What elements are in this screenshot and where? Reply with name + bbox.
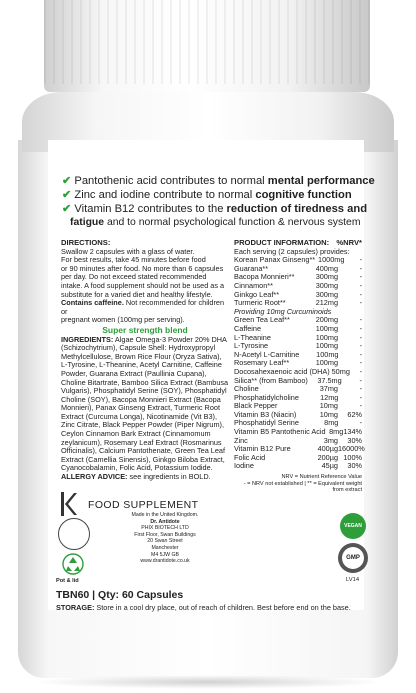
bottle-cap [44,0,370,92]
nutrition-table [234,238,365,471]
pot-lid-label: Pot & lid [56,578,79,584]
nutrition-row: Rosemary Leaf** 100mg - [234,358,362,368]
directions-line: For best results, take 45 minutes before food [61,255,206,265]
curcuminoids-note: Providing 10mg Curcuminoids [234,306,332,316]
claim-line: ✔ Vitamin B12 contributes to the reduction of tiredness and [62,203,368,215]
nrv-footnote: NRV = Nutrient Reference Value - = NRV not established | ** = Equivalent weight from extract [243,474,362,493]
nutrition-row: Guarana** 400mg - [234,263,362,273]
company-address: Made in the United Kingdom. Dr. Antidote PHIX BIOTECH LTD First Floor, Swan Buildings 20 Swan Street Manchester M4 5JW GB www.drantidote.co.uk [131,512,199,565]
nutrition-row: Bacopa Monnieri** 300mg - [234,272,362,282]
caffeine-warning: Contains caffeine. Not recommended for children or [61,298,225,316]
lot-code: LV14 [346,577,360,583]
vegan-badge-icon: VEGAN [340,513,366,539]
check-icon: ✔ [62,175,72,187]
nutrition-row: Caffeine 100mg - [234,323,362,333]
storage-instructions: STORAGE: Store in a cool dry place, out of reach of children. Best before end on the base. [56,603,351,612]
strength-banner: Super strength blend [102,324,188,335]
nutrition-row: Choline 37mg - [234,384,362,394]
nutrition-row: Korean Panax Ginseng** 1000mg - [234,255,362,265]
gmp-badge-icon: GMP [338,543,368,573]
nutrition-row: Vitamin B5 Pantothenic Acid 8mg 134% [234,427,362,437]
nutrition-row: L-Theanine 100mg - [234,332,362,342]
nutrition-row: Phosphatidyl Serine 8mg - [234,418,362,428]
allergy-advice: ALLERGY ADVICE: see ingredients in BOLD. [61,472,211,482]
nutrition-header: PRODUCT INFORMATION: %NRV* [234,238,362,247]
nutrition-row: L-Tyrosine 100mg - [234,341,362,351]
directions-ingredients-column [61,239,229,482]
nutrition-row: Cinnamon** 300mg - [234,280,362,290]
ingredients-text: INGREDIENTS: Algae Omega-3 Powder 20% DHA (Schizochytrium), Capsule Shell: Hydroxypropyl Methylcellulose, Brown Rice Flour (Oryza Sativa), L-Tyrosine, L-Theanine, Acetyl Carnitine, Caffeine Powder, Guarana Extract (Paullinia Cupana), Choline Bitartrate, Bamboo Silica Extract (Bambusa Vulgaris), Phosphatidyl Serine (SOY), Phosphatidyl Choline (SOY), Bacopa Monnieri Extract (Bacopa Monnieri), Panax Ginseng Extract, Turmeric Root Extract (Curcuma Longa), Nicotinamide (Vit B3), Zinc Citrate, Black Pepper Powder (Piper Nigrum), Ceylon Cinnamon Bark Extract (Cinnamomum zeylanicum), Rosemary Leaf Extract (Rosmarinus Officinalis), Calcium Pantothenate, Green Tea Leaf Extract (Camellia Sinensis), Ginkgo Biloba Extract, Cyanocobalamin, Folic Acid, Potassium Iodide. [61,334,229,473]
nutrition-row: Phosphatidylcholine 12mg - [234,392,362,402]
directions-line: intake. A food supplement should not be used as a [61,280,225,290]
nutrition-row: Docosahexaenoic acid (DHA) 50mg - [234,366,362,376]
caffeine-warning-2: pregnant women (100mg per serving). [61,315,185,325]
nutrition-row: Black Pepper 10mg - [234,401,362,411]
halal-badge-icon [58,518,90,550]
recycle-icon [62,553,84,575]
directions-line: or 90 minutes after food. No more than 6 capsules [61,263,224,273]
brand-logo-icon [58,491,80,517]
nutrition-row: Vitamin B12 Pure 400µg 16000% [234,444,365,454]
nutrition-row: Folic Acid 200µg 100% [234,452,362,462]
product-quantity: TBN60 | Qty: 60 Capsules [56,589,184,601]
food-supplement-label: FOOD SUPPLEMENT [88,499,199,511]
directions-heading: DIRECTIONS: [61,238,111,247]
nutrition-row: Vitamin B3 (Niacin) 10mg 62% [234,409,362,419]
nutrition-row: Silica** (from Bamboo) 37.5mg - [234,375,362,385]
directions-line: substitute for a varied diet and healthy lifestyle. [61,289,213,299]
claim-line: fatigue and to normal psychological function & nervous system [70,217,361,228]
nutrition-row: Zinc 3mg 30% [234,435,362,445]
nutrition-row: Iodine 45µg 30% [234,461,362,471]
claim-line: ✔ Zinc and iodine contribute to normal cognitive function [62,189,352,201]
nutrition-row: N-Acetyl L-Carnitine 100mg - [234,349,362,359]
nutrition-row: Green Tea Leaf** 200mg - [234,315,362,325]
check-icon: ✔ [62,203,72,215]
nutrition-row: Turmeric Root** 212mg - [234,298,362,308]
directions-line: Swallow 2 capsules with a glass of water. [61,246,195,256]
bottle-shadow [30,675,386,689]
claim-line: ✔ Pantothenic acid contributes to normal mental performance [62,175,375,187]
directions-line: per day. Do not exceed stated recommended [61,272,207,282]
check-icon: ✔ [62,189,72,201]
serving-info: Each serving (2 capsules) provides: [234,246,350,256]
nutrition-row: Ginkgo Leaf** 300mg - [234,289,362,299]
